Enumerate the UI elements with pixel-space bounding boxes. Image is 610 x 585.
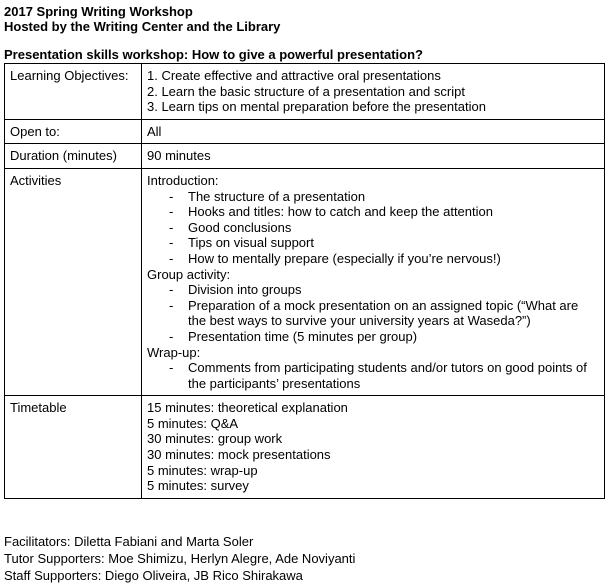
timetable-item: 30 minutes: mock presentations: [147, 447, 331, 463]
activity-bullet: [147, 251, 599, 267]
dash-bullet: -: [169, 282, 174, 298]
bullet-text: Hooks and titles: how to catch and keep the attention: [188, 204, 493, 220]
facilitators: Facilitators: Diletta Fabiani and Marta Soler: [4, 534, 254, 549]
row-label: Duration (minutes): [5, 144, 142, 169]
activity-bullet: [147, 204, 599, 220]
staff-supporters: Staff Supporters: Diego Oliveira, JB Rico Shirakawa: [4, 568, 303, 583]
dash-bullet: -: [169, 235, 174, 251]
activity-heading: Group activity:: [147, 266, 231, 282]
activity-bullet: [147, 220, 599, 236]
activity-bullet: [147, 360, 599, 376]
workshop-host: Hosted by the Writing Center and the Library: [4, 19, 281, 34]
row-value: All: [142, 119, 605, 144]
row-label: Timetable: [5, 396, 142, 499]
bullet-text: Preparation of a mock presentation on an assigned topic (“What are: [188, 297, 579, 313]
bullet-text: How to mentally prepare (especially if you’re nervous!): [188, 250, 501, 266]
bullet-text: The structure of a presentation: [188, 188, 366, 204]
table-row-timetable: [5, 396, 605, 499]
workshop-info-table: [4, 63, 605, 499]
table-row-activities: [5, 168, 605, 395]
dash-bullet: -: [169, 219, 174, 235]
objective-item: 2. Learn the basic structure of a presentation and script: [147, 83, 465, 99]
bullet-text: Division into groups: [188, 282, 302, 298]
bullet-text: Presentation time (5 minutes per group): [188, 328, 418, 344]
dash-bullet: -: [169, 297, 174, 313]
table-row-open-to: [5, 119, 605, 144]
activity-bullet: [147, 189, 599, 205]
bullet-text: Tips on visual support: [188, 235, 314, 251]
dash-bullet: -: [169, 328, 174, 344]
dash-bullet: -: [169, 250, 174, 266]
activity-bullet: [147, 329, 599, 345]
bullet-continuation: the best ways to survive your university years at Waseda?”): [188, 313, 531, 329]
row-label: Activities: [5, 168, 142, 395]
row-label: Open to:: [5, 119, 142, 144]
tutor-supporters: Tutor Supporters: Moe Shimizu, Herlyn Alegre, Ade Noviyanti: [4, 551, 356, 566]
page-title: Presentation skills workshop: How to give a powerful presentation?: [4, 47, 423, 62]
table-row-duration: [5, 144, 605, 169]
bullet-text: Good conclusions: [188, 219, 292, 235]
dash-bullet: -: [169, 188, 174, 204]
dash-bullet: -: [169, 360, 174, 376]
activity-heading: Introduction:: [147, 172, 219, 188]
row-value: [142, 168, 605, 395]
objective-item: 3. Learn tips on mental preparation before the presentation: [147, 99, 486, 115]
bullet-continuation: the participants’ presentations: [188, 375, 361, 391]
timetable-item: 5 minutes: survey: [147, 478, 249, 494]
objective-item: 1. Create effective and attractive oral presentations: [147, 68, 441, 83]
timetable-item: 15 minutes: theoretical explanation: [147, 400, 348, 416]
activity-bullet: [147, 282, 599, 298]
timetable-item: 5 minutes: Q&A: [147, 415, 239, 431]
dash-bullet: -: [169, 204, 174, 220]
timetable-item: 5 minutes: wrap-up: [147, 462, 258, 478]
activity-bullet: [147, 235, 599, 251]
table-row-learning-objectives: [5, 64, 605, 120]
workshop-title: 2017 Spring Writing Workshop: [4, 4, 193, 19]
timetable-item: 30 minutes: group work: [147, 431, 283, 447]
bullet-text: Comments from participating students and/or tutors on good points of: [188, 360, 587, 376]
row-value: 90 minutes: [142, 144, 605, 169]
row-value: [142, 396, 605, 499]
row-label: Learning Objectives:: [5, 64, 142, 120]
activity-heading: Wrap-up:: [147, 344, 201, 360]
activity-bullet: [147, 298, 599, 314]
row-value: [142, 64, 605, 120]
